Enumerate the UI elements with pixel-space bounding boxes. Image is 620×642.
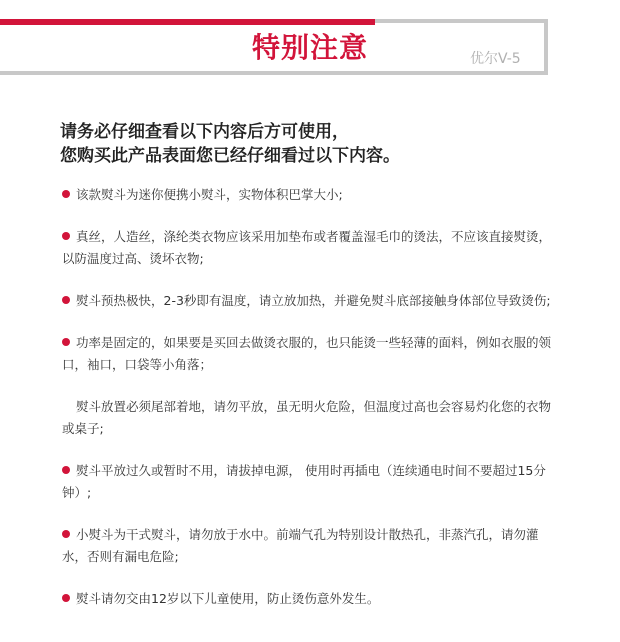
header-accent-bar [0,19,375,25]
bullet-dot-icon [62,190,70,198]
note-text: 功率是固定的，如果要是买回去做烫衣服的，也只能烫一些轻薄的面料，例如衣服的领口，袖口，口袋等小角落； [62,335,552,372]
notes-list [62,184,562,630]
note-text: 小熨斗为干式熨斗，请勿放于水中。前端气孔为特别设计散热孔，非蒸汽孔，请勿灌水，否则有漏电危险; [62,527,539,564]
note-text: 熨斗放置必须尾部着地，请勿平放，虽无明火危险，但温度过高也会容易灼化您的衣物或桌子; [62,399,552,436]
note-item [62,184,562,206]
note-item [62,588,562,610]
note-item [62,460,562,504]
intro-line-2: 您购买此产品表面您已经仔细看过以下内容。 [60,146,400,166]
bullet-dot-icon [62,296,70,304]
note-text: 熨斗预热极快，2-3秒即有温度，请立放加热，并避免熨斗底部接触身体部位导致烫伤; [76,293,551,308]
intro-text [60,120,580,168]
note-text: 熨斗请勿交由12岁以下儿童使用，防止烫伤意外发生。 [76,591,380,606]
note-item [62,332,562,376]
note-item [62,290,562,312]
note-text: 该款熨斗为迷你便携小熨斗，实物体积巴掌大小; [76,187,343,202]
bullet-dot-icon [62,530,70,538]
note-item [62,524,562,568]
bullet-dot-icon [62,594,70,602]
note-item [62,226,562,270]
note-text: 真丝，人造丝，涤纶类衣物应该采用加垫布或者覆盖湿毛巾的烫法，不应该直接熨烫，以防温度过高、烫坏衣物; [62,229,552,266]
page-title: 特别注意 [251,31,368,64]
bullet-dot-icon [62,338,70,346]
model-label: 优尔V-5 [470,51,521,67]
note-text: 熨斗平放过久或暂时不用，请拔掉电源， 使用时再插电（连续通电时间不要超过15分钟）; [62,463,546,500]
intro-line-1: 请务必仔细查看以下内容后方可使用， [60,122,349,142]
note-item [62,396,562,440]
bullet-dot-icon [62,466,70,474]
bullet-dot-icon [62,232,70,240]
